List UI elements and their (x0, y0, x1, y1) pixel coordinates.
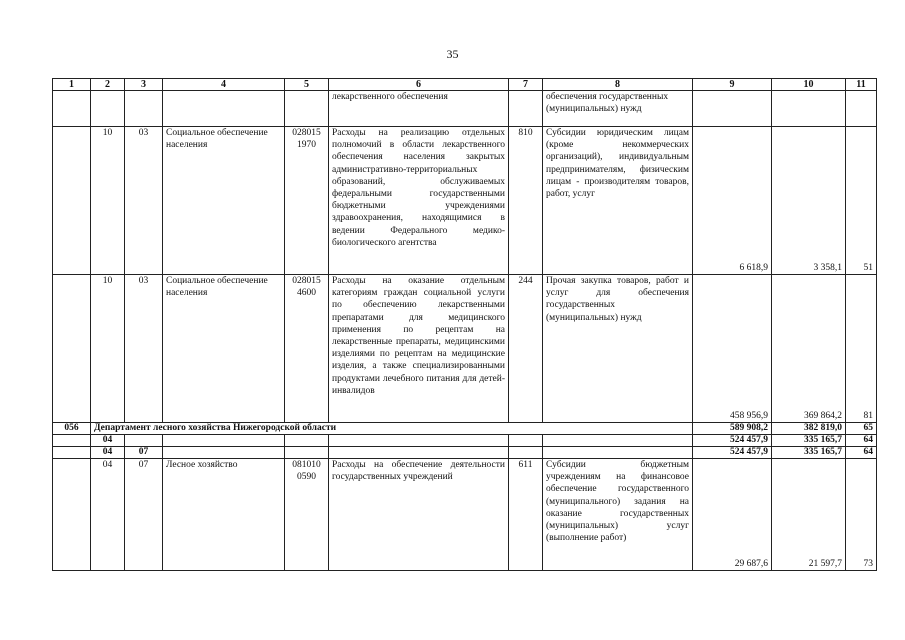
cell-plan (693, 91, 772, 127)
cell-subsection: 03 (125, 127, 163, 275)
column-header: 1 (53, 79, 91, 91)
cell-target-name: лекарственного обеспечения (329, 91, 509, 127)
cell-target-code: 028015 1970 (285, 127, 329, 275)
cell-expense-type-name: обеспечения государственных (муниципальных) нужд (543, 91, 693, 127)
cell-actual: 3 358,1 (772, 127, 846, 275)
cell-target-code: 081010 0590 (285, 459, 329, 571)
column-header: 3 (125, 79, 163, 91)
budget-table (52, 78, 877, 571)
cell-admin-code (53, 447, 91, 459)
cell-section (91, 91, 125, 127)
cell-plan: 524 457,9 (693, 435, 772, 447)
cell-expense-type-name: Субсидии бюджетным учреждениям на финансовое обеспечение государственного (муниципального) задания на оказание государственных (муниципальных) услуг (выполнение работ) (543, 459, 693, 571)
cell-expense-type-name (543, 447, 693, 459)
cell-expense-type: 244 (509, 275, 543, 423)
cell-actual: 335 165,7 (772, 447, 846, 459)
cell-subsection: 07 (125, 459, 163, 571)
cell-actual: 21 597,7 (772, 459, 846, 571)
cell-section: 04 (91, 459, 125, 571)
cell-percent: 81 (846, 275, 877, 423)
cell-percent: 73 (846, 459, 877, 571)
cell-section: 04 (91, 447, 125, 459)
cell-expense-type (509, 91, 543, 127)
table-row (53, 459, 877, 571)
cell-actual: 369 864,2 (772, 275, 846, 423)
cell-expense-type: 611 (509, 459, 543, 571)
column-header: 2 (91, 79, 125, 91)
cell-subsection-name (163, 435, 285, 447)
cell-actual: 335 165,7 (772, 435, 846, 447)
cell-expense-type-name: Прочая закупка товаров, работ и услуг для обеспечения государственных (муниципальных) нужд (543, 275, 693, 423)
column-header: 4 (163, 79, 285, 91)
subsection-total-row (53, 447, 877, 459)
cell-section: 10 (91, 275, 125, 423)
cell-target-name: Расходы на обеспечение деятельности государственных учреждений (329, 459, 509, 571)
table-row (53, 127, 877, 275)
cell-target-name: Расходы на реализацию отдельных полномочий в области лекарственного обеспечения населения закрытых административно-территориальных образований, обслуживаемых федеральными государственными бюджетными учреждениями здравоохранения, находящимися в ведении Федерального медико-биологического агентства (329, 127, 509, 275)
cell-admin-code (53, 91, 91, 127)
cell-subsection: 03 (125, 275, 163, 423)
cell-admin-code (53, 127, 91, 275)
cell-subsection-name: Социальное обеспечение населения (163, 127, 285, 275)
cell-plan: 589 908,2 (693, 423, 772, 435)
cell-expense-type (509, 435, 543, 447)
cell-target-code (285, 447, 329, 459)
cell-expense-type: 810 (509, 127, 543, 275)
cell-percent (846, 91, 877, 127)
cell-subsection (125, 435, 163, 447)
column-header-row (53, 79, 877, 91)
cell-target-code (285, 91, 329, 127)
cell-subsection-name: Лесное хозяйство (163, 459, 285, 571)
cell-expense-type (509, 447, 543, 459)
cell-percent: 65 (846, 423, 877, 435)
column-header: 10 (772, 79, 846, 91)
cell-subsection (125, 91, 163, 127)
cell-target-name (329, 447, 509, 459)
cell-section: 04 (91, 435, 125, 447)
page-number: 35 (446, 47, 459, 61)
cell-percent: 51 (846, 127, 877, 275)
column-header: 11 (846, 79, 877, 91)
cell-subsection: 07 (125, 447, 163, 459)
cell-subsection-name (163, 91, 285, 127)
cell-admin-code (53, 275, 91, 423)
cell-percent: 64 (846, 435, 877, 447)
column-header: 8 (543, 79, 693, 91)
table-row (53, 275, 877, 423)
cell-plan: 524 457,9 (693, 447, 772, 459)
section-total-row (53, 435, 877, 447)
column-header: 5 (285, 79, 329, 91)
cell-plan: 458 956,9 (693, 275, 772, 423)
column-header: 7 (509, 79, 543, 91)
column-header: 9 (693, 79, 772, 91)
cell-expense-type-name (543, 435, 693, 447)
table-row (53, 91, 877, 127)
cell-section: 10 (91, 127, 125, 275)
cell-subsection-name (163, 447, 285, 459)
cell-admin-code: 056 (53, 423, 91, 435)
cell-plan: 6 618,9 (693, 127, 772, 275)
cell-actual: 382 819,0 (772, 423, 846, 435)
cell-target-name: Расходы на оказание отдельным категориям граждан социальной услуги по обеспечению лекарственными препаратами для медицинского применения по рецептам на лекарственные препараты, медицинскими изделиями по рецептам на медицинские изделия, а также специализированными продуктами лечебного питания для детей-инвалидов (329, 275, 509, 423)
cell-target-name (329, 435, 509, 447)
cell-admin-code (53, 459, 91, 571)
cell-target-code (285, 435, 329, 447)
cell-expense-type-name: Субсидии юридическим лицам (кроме некоммерческих организаций), индивидуальным предпринимателям, физическим лицам - производителям товаров, работ, услуг (543, 127, 693, 275)
column-header: 6 (329, 79, 509, 91)
cell-percent: 64 (846, 447, 877, 459)
cell-target-code: 028015 4600 (285, 275, 329, 423)
cell-actual (772, 91, 846, 127)
cell-subsection-name: Социальное обеспечение населения (163, 275, 285, 423)
cell-admin-code (53, 435, 91, 447)
department-row (53, 423, 877, 435)
cell-plan: 29 687,6 (693, 459, 772, 571)
department-name: Департамент лесного хозяйства Нижегородской области (91, 423, 693, 435)
